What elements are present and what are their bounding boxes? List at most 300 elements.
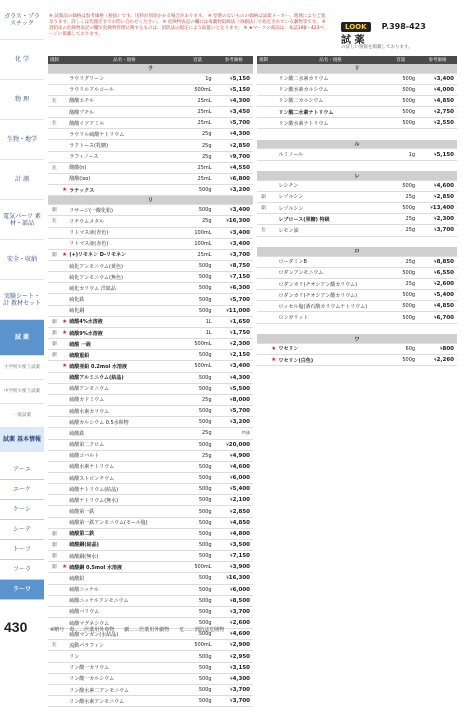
table-row <box>257 279 457 290</box>
price-value: 2,150 <box>232 352 250 359</box>
product-price <box>215 339 253 350</box>
star-mark <box>270 225 278 236</box>
yen-symbol: ¥ <box>434 75 437 81</box>
price-value: 5,500 <box>232 385 250 392</box>
yen-symbol: ¥ <box>434 357 437 363</box>
star-mark <box>61 394 68 405</box>
product-name: 酪酸プチル <box>68 106 180 117</box>
star-mark <box>61 673 68 684</box>
product-volume: 500g <box>180 383 214 394</box>
price-value: 2,260 <box>436 357 454 364</box>
star-mark <box>61 294 68 305</box>
table-row <box>257 267 457 278</box>
regulation-mark: 危 <box>48 95 61 106</box>
product-volume: 500g <box>383 95 418 106</box>
table-row <box>48 185 253 196</box>
sidebar-kana-tab[interactable]: ア〜エ <box>0 460 44 480</box>
product-name: 硫酸ナトリウム(無水) <box>68 495 180 506</box>
sidebar-category[interactable]: 計 測 <box>0 160 44 200</box>
product-price <box>215 129 253 140</box>
table-row <box>48 106 253 117</box>
product-volume: 25g <box>180 428 214 439</box>
sidebar-kana-tab[interactable]: ケ〜シ <box>0 500 44 520</box>
product-name: 酪酸イソアミル <box>68 118 180 129</box>
product-volume: 25mL <box>180 106 214 117</box>
product-price <box>215 461 253 472</box>
star-mark <box>270 214 278 225</box>
sidebar-nav <box>0 0 44 644</box>
table-row <box>48 95 253 106</box>
product-price <box>215 472 253 483</box>
page-number: 430 <box>4 619 28 635</box>
product-volume: 500g <box>180 629 214 640</box>
sidebar-kana-tab[interactable]: エ〜ケ <box>0 480 44 500</box>
product-volume: 25g <box>383 191 418 202</box>
price-value: 1,750 <box>232 330 250 337</box>
table-row <box>48 562 253 573</box>
product-name: ルミノール <box>278 149 384 160</box>
product-name: リサージ(一酸化鉛) <box>68 205 180 216</box>
table-row <box>48 283 253 294</box>
product-price <box>215 406 253 417</box>
product-name: レブロース(果糖) 特級 <box>278 214 384 225</box>
star-mark <box>61 417 68 428</box>
star-mark <box>61 372 68 383</box>
regulation-mark: 危 <box>48 640 61 651</box>
product-price <box>215 640 253 651</box>
yen-symbol: ¥ <box>434 281 437 287</box>
table-row <box>48 84 253 95</box>
product-price <box>215 394 253 405</box>
product-price <box>215 205 253 216</box>
product-name: レモン油 <box>278 225 384 236</box>
section-title: 試 薬 <box>341 35 365 46</box>
product-price <box>418 256 457 267</box>
star-mark <box>61 495 68 506</box>
product-volume: 500g <box>180 673 214 684</box>
product-price <box>215 216 253 227</box>
product-name: リン酸二水素カリウム <box>278 73 384 84</box>
group-header-row <box>257 64 457 73</box>
regulation-mark <box>48 606 61 617</box>
price-value: 2,750 <box>436 109 454 116</box>
product-name: 硫酸重鉛 <box>68 350 180 361</box>
product-volume: 500g <box>180 305 214 316</box>
table-row <box>48 129 253 140</box>
product-price <box>215 506 253 517</box>
yen-symbol: ¥ <box>230 164 233 170</box>
product-volume: 500g <box>180 283 214 294</box>
product-price <box>418 84 457 95</box>
price-value: 6,000 <box>232 586 250 593</box>
star-mark <box>61 106 68 117</box>
regulation-mark <box>48 461 61 472</box>
sidebar-category[interactable]: 試薬 基本情報 <box>0 428 44 452</box>
product-price <box>215 95 253 106</box>
table-row <box>48 506 253 517</box>
regulation-mark <box>48 472 61 483</box>
sidebar-category[interactable]: 安全・収納 <box>0 240 44 280</box>
price-value: 3,450 <box>232 109 250 116</box>
yen-symbol: ¥ <box>230 620 233 626</box>
sidebar-category[interactable]: 生物・地学 <box>0 120 44 160</box>
regulation-mark <box>48 305 61 316</box>
header-reg: 規制 <box>49 58 59 63</box>
price-value: 4,850 <box>232 519 250 526</box>
sidebar-category[interactable]: 中学校で使う試薬 <box>0 380 44 404</box>
yen-symbol: ¥ <box>230 463 233 469</box>
sidebar-kana-tab[interactable]: ラ〜ワ <box>0 580 44 600</box>
regulation-mark <box>48 140 61 151</box>
product-price <box>215 696 253 707</box>
star-mark <box>61 261 68 272</box>
product-name: ロダンカリ(チオシアン酸カリウム) <box>278 290 384 301</box>
star-mark <box>61 662 68 673</box>
product-volume: 500g <box>180 261 214 272</box>
star-mark: ★ <box>270 354 278 365</box>
regulation-mark <box>48 417 61 428</box>
table-row <box>257 214 457 225</box>
regulation-mark <box>48 495 61 506</box>
yen-symbol: ¥ <box>230 363 233 369</box>
product-volume: 500g <box>180 618 214 629</box>
product-price <box>215 227 253 238</box>
star-mark <box>61 350 68 361</box>
product-price <box>215 173 253 184</box>
yen-symbol: ¥ <box>230 586 233 592</box>
table-row <box>257 73 457 84</box>
star-mark <box>61 151 68 162</box>
product-price <box>215 118 253 129</box>
yen-symbol: ¥ <box>434 120 437 126</box>
star-mark <box>61 584 68 595</box>
table-row <box>48 517 253 528</box>
product-volume: 25g <box>180 140 214 151</box>
price-value: 4,300 <box>232 131 250 138</box>
yen-symbol: ¥ <box>230 285 233 291</box>
regulation-mark: 劇 <box>257 203 270 214</box>
table-row <box>257 118 457 129</box>
spacer-cell <box>257 323 457 334</box>
star-mark <box>270 301 278 312</box>
price-value: 6,800 <box>232 175 250 182</box>
table-row <box>48 573 253 584</box>
regulation-mark <box>257 106 270 117</box>
price-value: 3,700 <box>436 227 454 234</box>
yen-symbol: ¥ <box>230 207 233 213</box>
sidebar-category[interactable]: 化 学 <box>0 40 44 80</box>
product-volume: 500mL <box>180 640 214 651</box>
product-name: 硫酸第一鉄アンモニウム(モール塩) <box>68 517 180 528</box>
product-volume: 500mL <box>180 361 214 372</box>
price-value: 5,150 <box>232 75 250 82</box>
table-row <box>48 140 253 151</box>
star-mark <box>61 305 68 316</box>
product-price <box>418 279 457 290</box>
star-mark <box>61 73 68 84</box>
product-volume: 500g <box>383 180 418 191</box>
product-volume: 500g <box>180 606 214 617</box>
table-row <box>48 662 253 673</box>
yen-symbol: ¥ <box>226 307 229 313</box>
table-row <box>48 595 253 606</box>
yen-symbol: ¥ <box>430 205 433 211</box>
price-value: 4,600 <box>232 463 250 470</box>
star-mark <box>61 216 68 227</box>
regulation-mark <box>257 301 270 312</box>
product-name: ロッセル塩(酒石酸カリウムナトリウム) <box>278 301 384 312</box>
regulation-mark <box>48 151 61 162</box>
regulation-mark <box>48 684 61 695</box>
sidebar-kana-tab[interactable]: シ〜テ <box>0 520 44 540</box>
footer-legend: ※略号 毒……医薬用外毒物 劇……医薬用外劇物 危……消防法危険物 <box>50 627 225 633</box>
product-price <box>215 350 253 361</box>
yen-symbol: ¥ <box>434 303 437 309</box>
star-mark <box>61 595 68 606</box>
star-mark <box>61 283 68 294</box>
table-row <box>257 343 457 354</box>
price-value: 2,300 <box>232 341 250 348</box>
regulation-mark <box>48 238 61 249</box>
table-row <box>257 301 457 312</box>
star-mark <box>61 272 68 283</box>
price-value: 5,700 <box>232 120 250 127</box>
product-name: ローダミンB <box>278 256 384 267</box>
product-volume: 25g <box>383 214 418 225</box>
star-mark <box>61 472 68 483</box>
star-mark <box>270 180 278 191</box>
product-volume: 25g <box>180 450 214 461</box>
table-row <box>257 203 457 214</box>
product-volume: 25g <box>180 151 214 162</box>
look-badge: LOOK <box>341 22 371 32</box>
product-name: 硫酸鉛 <box>68 573 180 584</box>
product-name: リン酸一カルシウム <box>68 673 180 684</box>
table-row <box>48 439 253 450</box>
product-volume: 500g <box>180 495 214 506</box>
product-name: リン酸二カルシウム <box>278 95 384 106</box>
yen-symbol: ¥ <box>226 218 229 224</box>
yen-symbol: ¥ <box>434 97 437 103</box>
star-mark: ★ <box>61 249 68 260</box>
price-value: 3,400 <box>232 363 250 370</box>
sidebar-category[interactable]: 一般試薬 <box>0 404 44 428</box>
product-volume: 500mL <box>180 339 214 350</box>
regulation-mark <box>48 450 61 461</box>
price-value: 2,100 <box>232 497 250 504</box>
star-mark <box>61 539 68 550</box>
price-special: 特価 <box>242 430 250 436</box>
star-mark <box>270 267 278 278</box>
product-name: リン酸水素アンモニウム <box>68 696 180 707</box>
product-name: 硫化鉄 <box>68 294 180 305</box>
product-name: 硫酸4%水溶液 <box>68 316 180 327</box>
product-name: 硫酸コバルト <box>68 450 180 461</box>
left-product-table <box>48 56 253 707</box>
regulation-mark: 劇 <box>48 327 61 338</box>
sidebar-category[interactable]: ガラス・プラスチック <box>0 0 44 40</box>
product-volume: 500g <box>180 185 214 196</box>
product-price <box>418 290 457 301</box>
product-price <box>215 305 253 316</box>
table-row <box>48 261 253 272</box>
product-price <box>418 267 457 278</box>
regulation-mark <box>257 290 270 301</box>
product-volume: 500g <box>383 267 418 278</box>
product-volume: 500g <box>180 517 214 528</box>
yen-symbol: ¥ <box>434 314 437 320</box>
table-row <box>48 205 253 216</box>
product-volume: 500g <box>180 595 214 606</box>
regulation-mark: 劇 <box>48 339 61 350</box>
table-row <box>48 417 253 428</box>
product-volume: 500g <box>383 203 418 214</box>
product-volume: 500g <box>180 539 214 550</box>
price-value: 8,850 <box>436 258 454 265</box>
yen-symbol: ¥ <box>434 258 437 264</box>
table-row <box>48 472 253 483</box>
product-volume: 500g <box>180 350 214 361</box>
spacer-row <box>257 160 457 171</box>
star-mark <box>61 118 68 129</box>
star-mark <box>270 73 278 84</box>
price-value: 8,000 <box>232 396 250 403</box>
product-name: 硫酸亜鉛 0.2mol 水溶液 <box>68 361 180 372</box>
price-value: 8,500 <box>232 597 250 604</box>
table-row <box>48 305 253 316</box>
product-volume: 500g <box>180 406 214 417</box>
regulation-mark <box>48 506 61 517</box>
product-volume: 500g <box>180 439 214 450</box>
yen-symbol: ¥ <box>230 642 233 648</box>
star-mark <box>270 95 278 106</box>
product-volume: 25mL <box>180 162 214 173</box>
price-value: 6,300 <box>232 285 250 292</box>
table-row <box>48 327 253 338</box>
price-value: 7,150 <box>232 553 250 560</box>
product-name: リトマス液(青色) <box>68 227 180 238</box>
regulation-mark <box>257 354 270 365</box>
regulation-mark <box>48 129 61 140</box>
product-price <box>215 316 253 327</box>
product-name: 硫酸バリウム <box>68 606 180 617</box>
price-value: 2,600 <box>232 620 250 627</box>
product-price <box>215 651 253 662</box>
yen-symbol: ¥ <box>230 452 233 458</box>
regulation-mark <box>48 673 61 684</box>
product-price <box>215 140 253 151</box>
yen-symbol: ¥ <box>230 508 233 514</box>
regulation-mark <box>48 651 61 662</box>
yen-symbol: ¥ <box>230 631 233 637</box>
product-volume: 500g <box>180 484 214 495</box>
yen-symbol: ¥ <box>230 519 233 525</box>
table-row <box>48 238 253 249</box>
regulation-mark <box>257 180 270 191</box>
regulation-mark <box>48 73 61 84</box>
sidebar-category[interactable]: 物 理 <box>0 80 44 120</box>
regulation-mark <box>48 428 61 439</box>
product-name: 硫化カリウム 洋鉱品 <box>68 283 180 294</box>
product-volume: 500g <box>383 312 418 323</box>
table-row <box>48 316 253 327</box>
star-mark <box>61 439 68 450</box>
product-price <box>215 606 253 617</box>
group-header-row <box>257 247 457 256</box>
sidebar-category[interactable]: 小学校で使う試薬 <box>0 356 44 380</box>
product-volume: 25g <box>383 279 418 290</box>
product-volume: 1g <box>383 149 418 160</box>
price-value: 5,400 <box>232 486 250 493</box>
sidebar-category[interactable]: 試 薬 <box>0 320 44 356</box>
yen-symbol: ¥ <box>230 109 233 115</box>
product-name: 硫化銅 <box>68 305 180 316</box>
group-label: ロ <box>257 247 457 256</box>
star-mark <box>61 461 68 472</box>
product-price <box>215 283 253 294</box>
sidebar-category[interactable]: 実験シート・計 教材セット <box>0 280 44 320</box>
sidebar-kana-tab[interactable]: フ〜ラ <box>0 560 44 580</box>
product-price <box>215 84 253 95</box>
star-mark <box>61 162 68 173</box>
price-value: 2,850 <box>232 508 250 515</box>
table-row <box>48 162 253 173</box>
yen-symbol: ¥ <box>230 153 233 159</box>
product-volume: 500g <box>383 290 418 301</box>
product-name: ラクトース(乳糖) <box>68 140 180 151</box>
star-mark <box>61 339 68 350</box>
regulation-mark: 危 <box>48 118 61 129</box>
regulation-mark <box>48 372 61 383</box>
product-price <box>215 673 253 684</box>
star-mark <box>61 227 68 238</box>
star-mark <box>61 684 68 695</box>
spacer-cell <box>257 129 457 140</box>
regulation-mark: 劇 <box>48 249 61 260</box>
table-row <box>257 225 457 236</box>
product-price <box>418 214 457 225</box>
product-name: リン <box>68 651 180 662</box>
yen-symbol: ¥ <box>230 408 233 414</box>
group-label: ル <box>257 140 457 149</box>
group-header-row <box>257 171 457 180</box>
star-mark: ★ <box>61 562 68 573</box>
yen-symbol: ¥ <box>230 653 233 659</box>
regulation-mark <box>257 149 270 160</box>
table-row <box>257 290 457 301</box>
regulation-mark: 劇 <box>48 205 61 216</box>
product-name: 硫酸アンモニウム <box>68 383 180 394</box>
price-value: 3,700 <box>232 687 250 694</box>
regulation-mark <box>48 294 61 305</box>
regulation-mark <box>257 95 270 106</box>
product-price <box>215 294 253 305</box>
product-price <box>215 73 253 84</box>
price-value: 4,800 <box>232 530 250 537</box>
price-value: 11,000 <box>228 307 250 314</box>
star-mark <box>61 84 68 95</box>
star-mark: ★ <box>61 185 68 196</box>
regulation-mark <box>48 383 61 394</box>
regulation-mark: 危 <box>48 216 61 227</box>
sidebar-kana-tab[interactable]: ト〜フ <box>0 540 44 560</box>
price-value: 1,650 <box>232 318 250 325</box>
price-value: 3,200 <box>232 187 250 194</box>
sidebar-category[interactable]: 電気パーツ 素材・部品 <box>0 200 44 240</box>
product-price <box>215 361 253 372</box>
product-volume: 500g <box>180 372 214 383</box>
product-price <box>418 191 457 202</box>
